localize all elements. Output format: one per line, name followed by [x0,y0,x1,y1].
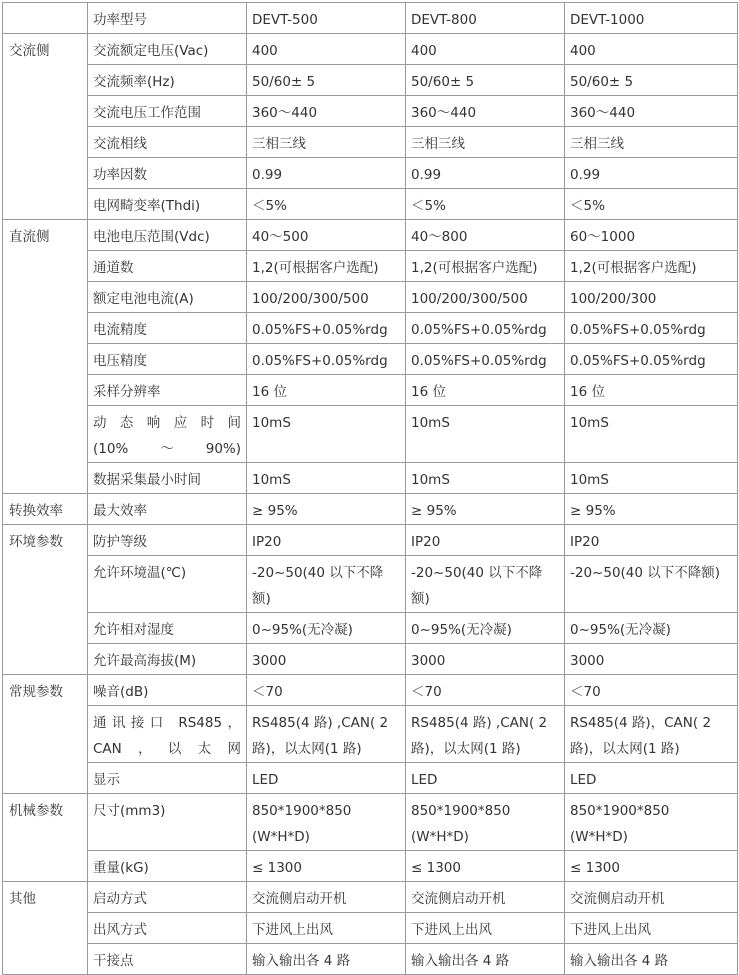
value-cell-line: RS485(4 路) ,CAN( 2 [252,715,389,731]
table-row [3,127,738,158]
value-cell: 360～440 [565,96,738,127]
value-cell: ≤ 1300 [247,851,406,882]
value-cell: 10mS [565,463,738,494]
value-cell: 0.05%FS+0.05%rdg [565,344,738,375]
value-cell: 0~95%(无冷凝) [247,613,406,644]
value-cell: IP20 [247,525,406,556]
table-row [3,644,738,675]
param-label-line: CAN，以太网 [93,741,241,757]
value-cell: 10mS [406,463,565,494]
value-cell: 0.05%FS+0.05%rdg [565,313,738,344]
param-label: 最大效率 [88,494,247,525]
value-cell: LED [565,763,738,794]
model-header: DEVT-800 [406,3,565,34]
param-label: 允许环境温(℃) [88,556,247,613]
table-row [3,96,738,127]
value-cell: ＜5% [565,189,738,220]
group-label: 转换效率 [3,494,88,525]
value-cell: 下进风上出风 [406,913,565,944]
group-label: 常规参数 [3,675,88,794]
value-cell: 三相三线 [247,127,406,158]
table-row [3,65,738,96]
value-cell: 0.05%FS+0.05%rdg [247,344,406,375]
value-cell [565,706,738,763]
table-row [3,189,738,220]
value-cell-line: 路)，以太网(1 路) [252,741,362,757]
table-row [3,675,738,706]
value-cell: ＜70 [565,675,738,706]
value-cell: 10mS [247,463,406,494]
value-cell: 3000 [565,644,738,675]
table-row [3,494,738,525]
param-label [88,406,247,463]
table-row [3,525,738,556]
value-cell: ≥ 95% [406,494,565,525]
value-cell-line: 850*1900*850 [411,803,511,819]
value-cell-line: 额) [411,591,430,607]
value-cell: 16 位 [406,375,565,406]
table-row [3,463,738,494]
value-cell: 下进风上出风 [247,913,406,944]
value-cell: 100/200/300/500 [406,282,565,313]
value-cell [565,794,738,851]
param-label: 电池电压范围(Vdc) [88,220,247,251]
table-row [3,882,738,913]
group-label: 机械参数 [3,794,88,882]
model-header: DEVT-1000 [565,3,738,34]
value-cell-line: -20~50(40 以下不降 [411,565,543,581]
value-cell: 100/200/300 [565,282,738,313]
table-row [3,313,738,344]
table-row [3,220,738,251]
table-row [3,556,738,613]
value-cell: 16 位 [247,375,406,406]
table-row [3,613,738,644]
value-cell: 50/60± 5 [247,65,406,96]
model-header: DEVT-500 [247,3,406,34]
group-label: 环境参数 [3,525,88,675]
spec-table [2,2,738,975]
param-label-line: (10%～90%) [93,441,241,457]
value-cell: 交流侧启动开机 [406,882,565,913]
table-row [3,251,738,282]
table-row [3,706,738,763]
value-cell-line: RS485(4 路) ,CAN( 2 [411,715,548,731]
table-row [3,375,738,406]
value-cell: 三相三线 [406,127,565,158]
value-cell: LED [406,763,565,794]
value-cell: IP20 [406,525,565,556]
value-cell: 0~95%(无冷凝) [406,613,565,644]
value-cell: 0.05%FS+0.05%rdg [406,344,565,375]
value-cell: 0.05%FS+0.05%rdg [247,313,406,344]
value-cell-line: (W*H*D) [252,829,310,845]
param-label: 交流相线 [88,127,247,158]
value-cell: 1,2(可根据客户选配) [406,251,565,282]
value-cell: 400 [565,34,738,65]
value-cell: 0.99 [406,158,565,189]
param-label: 允许最高海拔(M) [88,644,247,675]
header-category-cell [3,3,88,34]
group-label: 直流侧 [3,220,88,494]
value-cell: IP20 [565,525,738,556]
table-row [3,913,738,944]
value-cell: LED [247,763,406,794]
value-cell: 3000 [247,644,406,675]
value-cell [247,706,406,763]
value-cell [247,556,406,613]
table-row [3,944,738,975]
value-cell [406,794,565,851]
value-cell: 100/200/300/500 [247,282,406,313]
value-cell: 交流侧启动开机 [565,882,738,913]
param-label: 交流额定电压(Vac) [88,34,247,65]
value-cell-line: RS485(4 路)，CAN( 2 [570,715,712,731]
param-label: 采样分辨率 [88,375,247,406]
value-cell: 3000 [406,644,565,675]
value-cell: ＜5% [406,189,565,220]
value-cell-line: 850*1900*850 [252,803,352,819]
table-row [3,344,738,375]
param-label: 交流电压工作范围 [88,96,247,127]
param-label: 防护等级 [88,525,247,556]
value-cell: 360～440 [247,96,406,127]
table-row [3,34,738,65]
param-label: 功率因数 [88,158,247,189]
value-cell: 360～440 [406,96,565,127]
param-label-line: 动态响应时间 [93,415,241,431]
value-cell: 16 位 [565,375,738,406]
param-label: 电网畸变率(Thdi) [88,189,247,220]
value-cell [247,794,406,851]
param-label: 启动方式 [88,882,247,913]
table-row [3,851,738,882]
value-cell [565,556,738,613]
value-cell: 交流侧启动开机 [247,882,406,913]
value-cell [406,706,565,763]
value-cell: ＜70 [247,675,406,706]
value-cell: ≥ 95% [247,494,406,525]
param-label: 电压精度 [88,344,247,375]
param-label: 出风方式 [88,913,247,944]
param-label: 允许相对湿度 [88,613,247,644]
value-cell: ＜70 [406,675,565,706]
value-cell: 输入输出各 4 路 [406,944,565,975]
param-label: 噪音(dB) [88,675,247,706]
param-label: 干接点 [88,944,247,975]
value-cell-line: (W*H*D) [570,829,628,845]
value-cell: 60～1000 [565,220,738,251]
param-label: 电流精度 [88,313,247,344]
header-row [3,3,738,34]
group-label: 其他 [3,882,88,975]
param-label: 交流频率(Hz) [88,65,247,96]
value-cell: 40～800 [406,220,565,251]
value-cell: ＜5% [247,189,406,220]
table-row [3,763,738,794]
value-cell-line: 路)，以太网(1 路) [570,741,680,757]
value-cell: 40～500 [247,220,406,251]
value-cell: 0.99 [247,158,406,189]
header-param-cell: 功率型号 [88,3,247,34]
value-cell-line: 路)，以太网(1 路) [411,741,521,757]
param-label: 重量(kG) [88,851,247,882]
value-cell: 0.05%FS+0.05%rdg [406,313,565,344]
value-cell: 50/60± 5 [565,65,738,96]
param-label [88,706,247,763]
param-label: 额定电池电流(A) [88,282,247,313]
param-label: 尺寸(mm3) [88,794,247,851]
param-label: 通道数 [88,251,247,282]
value-cell: 0~95%(无冷凝) [565,613,738,644]
value-cell-line: 850*1900*850 [570,803,670,819]
table-row [3,794,738,851]
value-cell: 1,2(可根据客户选配) [247,251,406,282]
value-cell: ≤ 1300 [406,851,565,882]
value-cell: 下进风上出风 [565,913,738,944]
value-cell: 10mS [565,406,738,463]
value-cell: 10mS [247,406,406,463]
table-row [3,406,738,463]
value-cell: 400 [247,34,406,65]
value-cell-line: -20~50(40 以下不降额) [570,565,721,581]
value-cell: 1,2(可根据客户选配) [565,251,738,282]
value-cell-line: -20~50(40 以下不降 [252,565,384,581]
value-cell: 0.99 [565,158,738,189]
value-cell: 输入输出各 4 路 [247,944,406,975]
value-cell: 50/60± 5 [406,65,565,96]
table-row [3,282,738,313]
param-label: 数据采集最小时间 [88,463,247,494]
value-cell: 输入输出各 4 路 [565,944,738,975]
param-label: 显示 [88,763,247,794]
group-label: 交流侧 [3,34,88,220]
param-label-line: 通讯接口 RS485， [93,715,241,731]
value-cell: 10mS [406,406,565,463]
value-cell: 400 [406,34,565,65]
table-row [3,158,738,189]
value-cell [406,556,565,613]
value-cell: ≥ 95% [565,494,738,525]
value-cell: ≤ 1300 [565,851,738,882]
value-cell-line: (W*H*D) [411,829,469,845]
value-cell-line: 额) [252,591,271,607]
value-cell: 三相三线 [565,127,738,158]
